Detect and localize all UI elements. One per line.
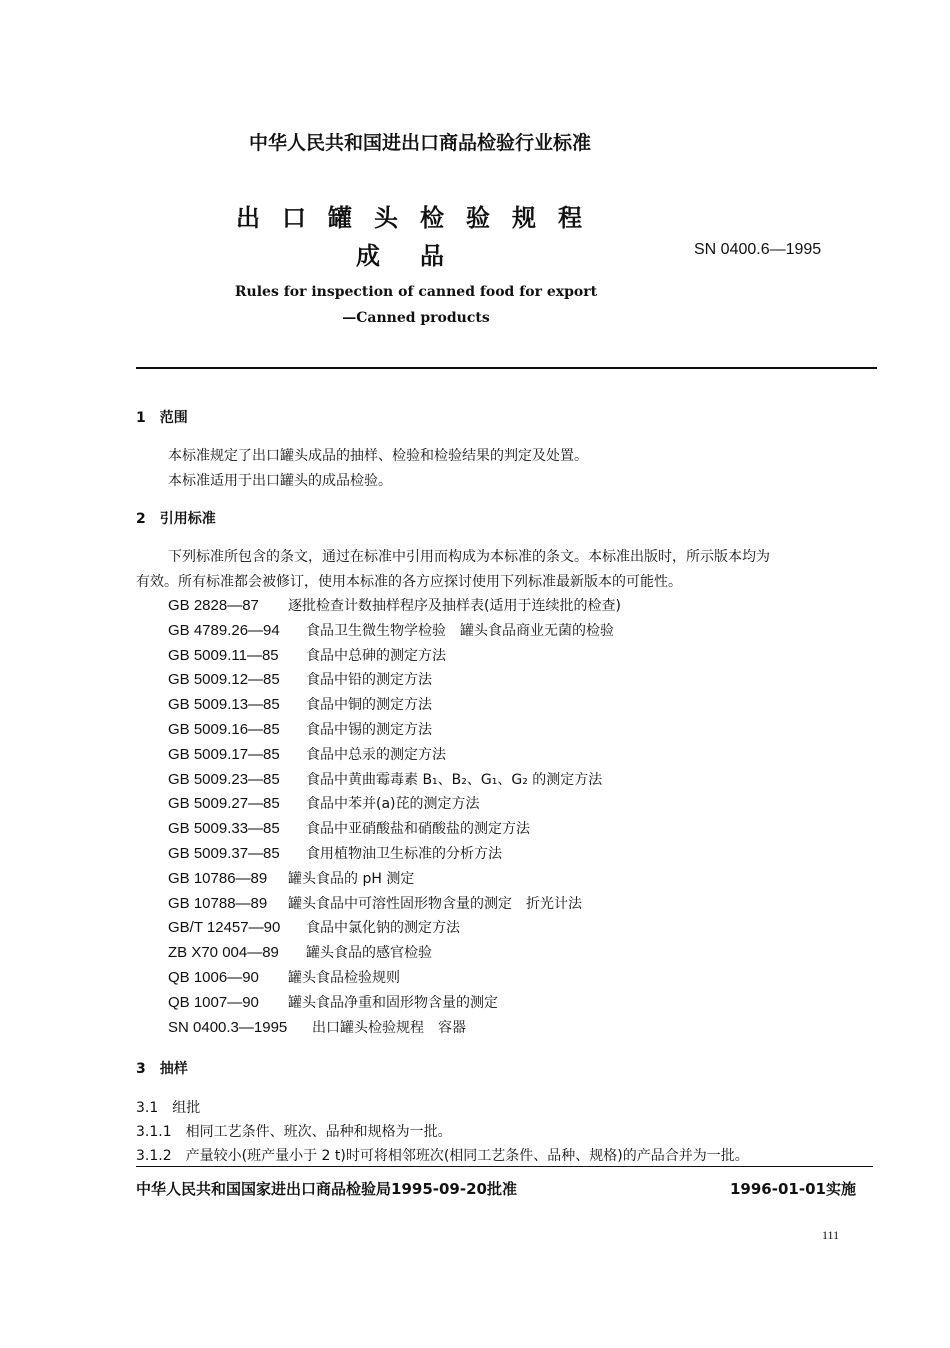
document-subtitle: 成品 bbox=[356, 242, 484, 270]
clause-3-1: 3.1 组批 bbox=[136, 1100, 201, 1116]
issuing-authority: 中华人民共和国进出口商品检验行业标准 bbox=[248, 132, 591, 154]
reference-item bbox=[168, 793, 480, 813]
reference-item bbox=[168, 645, 446, 665]
reference-code: SN 0400.3—1995 bbox=[168, 1018, 288, 1036]
reference-title: 罐头食品的感官检验 bbox=[306, 945, 432, 962]
section-2-paragraph-line-2: 有效。所有标准都会被修订，使用本标准的各方应探讨使用下列标准最新版本的可能性。 bbox=[136, 574, 682, 590]
reference-item bbox=[168, 694, 432, 714]
reference-code: GB 5009.27—85 bbox=[168, 795, 280, 813]
reference-item bbox=[168, 1017, 466, 1037]
reference-code: GB 5009.12—85 bbox=[168, 671, 280, 689]
reference-title: 食品中氯化钠的测定方法 bbox=[306, 920, 460, 937]
reference-code: GB 5009.17—85 bbox=[168, 745, 280, 763]
reference-item bbox=[168, 744, 446, 764]
footer-rule bbox=[136, 1166, 873, 1167]
reference-code: GB 4789.26—94 bbox=[168, 621, 280, 639]
reference-item bbox=[168, 992, 498, 1012]
section-1-paragraph-2: 本标准适用于出口罐头的成品检验。 bbox=[168, 473, 392, 489]
reference-code: GB 5009.13—85 bbox=[168, 696, 280, 714]
reference-item bbox=[168, 669, 432, 689]
reference-title: 食品中铅的测定方法 bbox=[306, 672, 432, 689]
reference-item bbox=[168, 769, 602, 789]
reference-title: 食品中亚硝酸盐和硝酸盐的测定方法 bbox=[306, 821, 530, 838]
reference-title: 罐头食品净重和固形物含量的测定 bbox=[288, 994, 498, 1011]
reference-title: 食品卫生微生物学检验 罐头食品商业无菌的检验 bbox=[306, 622, 614, 639]
reference-code: QB 1006—90 bbox=[168, 969, 259, 986]
reference-item bbox=[168, 917, 460, 937]
standard-code: SN 0400.6—1995 bbox=[694, 241, 822, 258]
reference-title: 罐头食品的 pH 测定 bbox=[288, 870, 415, 887]
reference-title: 食品中黄曲霉毒素 B₁、B₂、G₁、G₂ 的测定方法 bbox=[306, 771, 603, 788]
reference-title: 食品中总砷的测定方法 bbox=[306, 647, 446, 664]
reference-code: GB 5009.11—85 bbox=[168, 646, 279, 664]
section-1-heading: 1 范围 bbox=[136, 410, 188, 426]
reference-code: GB 5009.37—85 bbox=[168, 845, 280, 862]
reference-title: 食品中苯并(a)芘的测定方法 bbox=[306, 796, 480, 813]
reference-code: GB 10788—89 bbox=[168, 894, 268, 912]
reference-code: GB/T 12457—90 bbox=[168, 919, 281, 937]
approval-line: 中华人民共和国国家进出口商品检验局1995-09-20批准 bbox=[136, 1180, 517, 1198]
english-subtitle: —Canned products bbox=[342, 310, 490, 326]
implementation-date: 1996-01-01实施 bbox=[730, 1180, 856, 1198]
reference-item bbox=[168, 620, 614, 640]
english-title: Rules for inspection of canned food for export bbox=[234, 284, 598, 300]
reference-item bbox=[168, 595, 621, 615]
reference-title: 食品中总汞的测定方法 bbox=[306, 746, 446, 763]
document-title: 出口罐头检验规程 bbox=[236, 204, 604, 232]
reference-item bbox=[168, 942, 432, 962]
reference-item bbox=[168, 843, 502, 863]
section-2-paragraph-line-1: 下列标准所包含的条文，通过在标准中引用而构成为本标准的条文。本标准出版时，所示版本均为 bbox=[168, 549, 770, 565]
reference-title: 食品中锡的测定方法 bbox=[306, 722, 432, 738]
reference-item bbox=[168, 818, 530, 838]
clause-3-1-1: 3.1.1 相同工艺条件、班次、品种和规格为一批。 bbox=[136, 1124, 452, 1140]
reference-code: GB 5009.16—85 bbox=[168, 721, 280, 738]
section-1-paragraph-1: 本标准规定了出口罐头成品的抽样、检验和检验结果的判定及处置。 bbox=[168, 448, 588, 464]
reference-code: QB 1007—90 bbox=[168, 993, 259, 1011]
reference-title: 食品中铜的测定方法 bbox=[306, 697, 432, 714]
reference-title: 罐头食品检验规则 bbox=[288, 970, 400, 986]
reference-code: GB 5009.23—85 bbox=[168, 770, 280, 788]
reference-item bbox=[168, 719, 432, 739]
reference-title: 罐头食品中可溶性固形物含量的测定 折光计法 bbox=[288, 895, 582, 912]
reference-code: GB 2828—87 bbox=[168, 597, 259, 614]
reference-code: ZB X70 004—89 bbox=[168, 944, 279, 962]
section-2-heading: 2 引用标准 bbox=[136, 511, 216, 527]
reference-title: 逐批检查计数抽样程序及抽样表(适用于连续批的检查) bbox=[288, 598, 621, 614]
reference-title: 出口罐头检验规程 容器 bbox=[312, 1019, 466, 1036]
reference-title: 食用植物油卫生标准的分析方法 bbox=[306, 846, 502, 862]
clause-3-1-2: 3.1.2 产量较小(班产量小于 2 t)时可将相邻班次(相同工艺条件、品种、规格)的产品合并为一批。 bbox=[136, 1148, 749, 1164]
reference-item bbox=[168, 893, 582, 913]
reference-item bbox=[168, 967, 400, 987]
header-rule bbox=[136, 367, 877, 369]
reference-code: GB 5009.33—85 bbox=[168, 820, 280, 838]
page-number: 111 bbox=[822, 1228, 840, 1242]
reference-item bbox=[168, 868, 414, 888]
section-3-heading: 3 抽样 bbox=[136, 1061, 188, 1077]
reference-code: GB 10786—89 bbox=[168, 869, 268, 887]
